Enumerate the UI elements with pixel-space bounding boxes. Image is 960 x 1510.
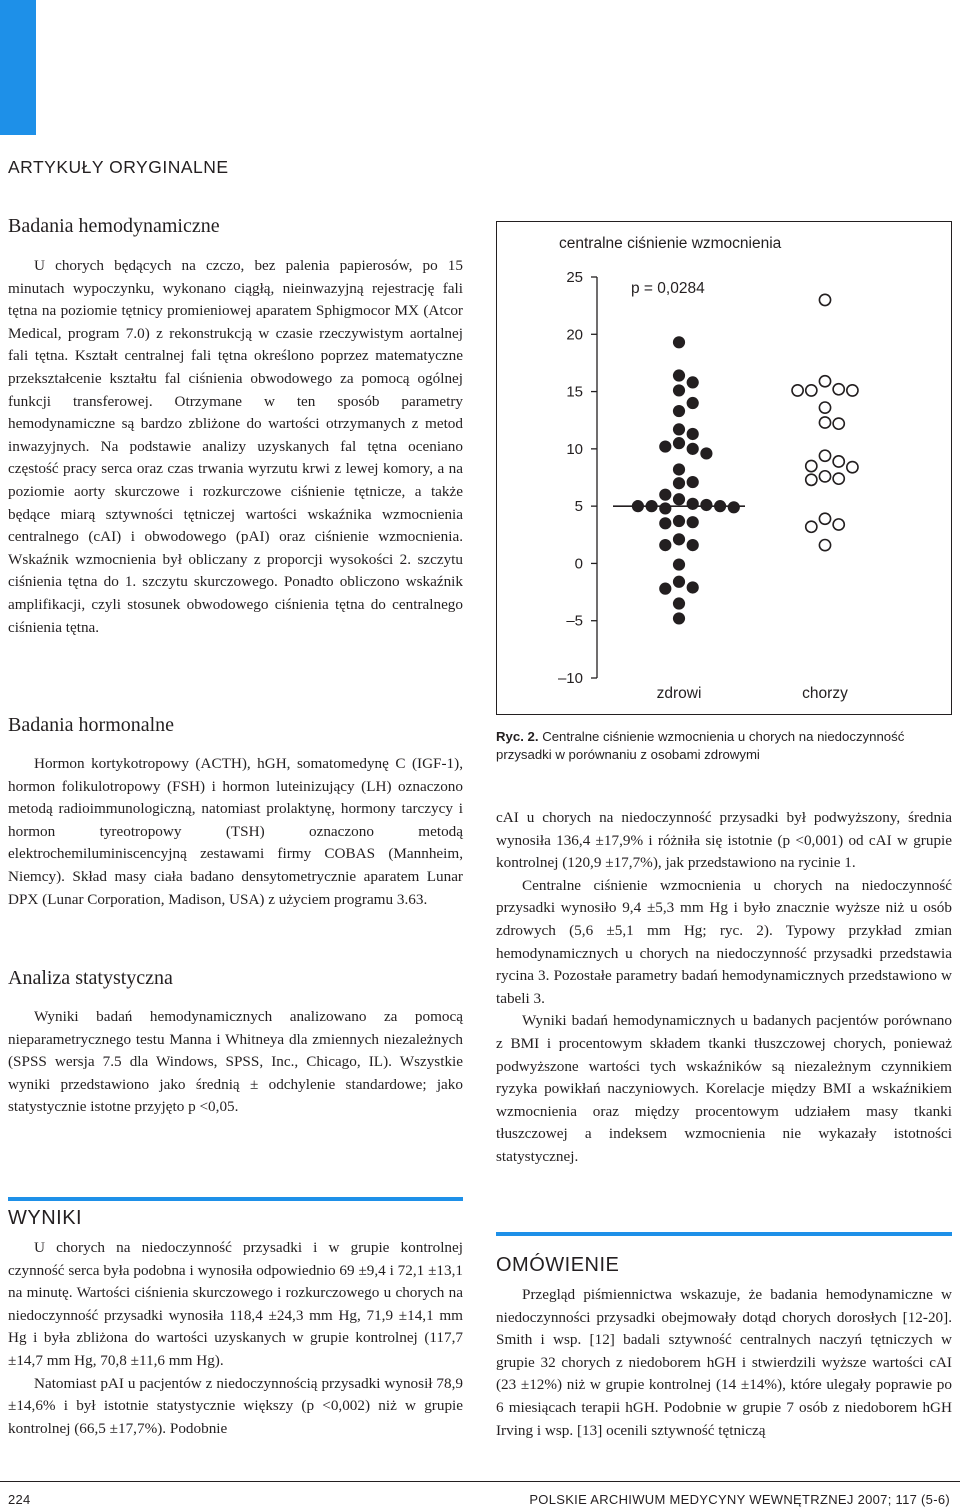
y-tick-label: 10 bbox=[566, 440, 583, 458]
data-point-zdrowi bbox=[687, 377, 698, 388]
y-tick-label: 15 bbox=[566, 383, 583, 401]
data-point-chorzy bbox=[833, 418, 844, 429]
data-point-zdrowi bbox=[673, 613, 684, 624]
heading-results: WYNIKI bbox=[8, 1207, 83, 1229]
data-point-chorzy bbox=[819, 513, 830, 524]
data-point-zdrowi bbox=[632, 501, 643, 512]
data-point-zdrowi bbox=[673, 559, 684, 570]
data-point-zdrowi bbox=[673, 534, 684, 545]
chart-canvas bbox=[497, 222, 951, 714]
data-point-chorzy bbox=[819, 539, 830, 550]
data-point-zdrowi bbox=[701, 499, 712, 510]
data-point-chorzy bbox=[833, 456, 844, 467]
data-point-chorzy bbox=[819, 376, 830, 387]
paragraph-results-left bbox=[8, 1237, 463, 1440]
paragraph-text: U chorych na niedoczynność przysadki i w grupie kontrolnej czynność serca była podobna i wynosiła odpowiednio 69 ±9,4 i 72,1 ±13,1 na minutę. Wartości ciśnienia skurczowego i rozkurczowego u chorych na niedoczynność przysadki wynosiła 118,4 ±24,3 mm Hg, 71,9 ±14,1 mm Hg i była zbliżona do wartości uzyskanych w grupie kontrolnej (117,7 ±14,7 mm Hg, 70,8 ±11,6 mm Hg). bbox=[8, 1239, 463, 1369]
section-label: ARTYKUŁY ORYGINALNE bbox=[8, 157, 229, 177]
footer-rule bbox=[0, 1481, 960, 1482]
data-point-zdrowi bbox=[660, 503, 671, 514]
data-point-zdrowi bbox=[687, 582, 698, 593]
section-rule bbox=[496, 1232, 952, 1236]
data-point-zdrowi bbox=[660, 518, 671, 529]
data-point-zdrowi bbox=[728, 502, 739, 513]
caption-text: Centralne ciśnienie wzmocnienia u chorych na niedoczynność przysadki w porównaniu z osobami zdrowymi bbox=[496, 729, 905, 762]
data-point-zdrowi bbox=[687, 498, 698, 509]
paragraph-text: Wyniki badań hemodynamicznych u badanych pacjentów porównano z BMI i procentowym składem tkanki tłuszczowej chorych, ponieważ podwyższone wartości tych wskaźników są niezależnym czynnikiem ryzyka powikłań naczyniowych. Korelacje między BMI a wskaźnikiem wzmocnienia oraz między procentowym udziałem masy tkanki tłuszczowej a indeksem wzmocnienia nie wykazały istotności statystycznej. bbox=[496, 1012, 952, 1165]
data-point-zdrowi bbox=[687, 428, 698, 439]
data-point-zdrowi bbox=[673, 464, 684, 475]
paragraph-text: Centralne ciśnienie wzmocnienia u chorych na niedoczynność przysadki wynosiło 9,4 ±5,3 mm Hg i było znacznie wyższe niż u osób zdrowych (5,6 ±5,1 mm Hg; ryc. 2). Typowy przykład zmian hemodynamicznych u chorych na niedoczynność przysadki przedstawia rycina 3. Pozostałe parametry badań hemodynamicznych przedstawiono w tabeli 3. bbox=[496, 876, 952, 1007]
data-point-zdrowi bbox=[673, 370, 684, 381]
data-point-chorzy bbox=[806, 474, 817, 485]
data-point-zdrowi bbox=[660, 489, 671, 500]
journal-name: POLSKIE ARCHIWUM MEDYCYNY WEWNĘTRZNEJ 2007; 117 (5-6) bbox=[529, 1492, 950, 1507]
data-point-zdrowi bbox=[673, 494, 684, 505]
data-point-chorzy bbox=[833, 519, 844, 530]
paragraph-text: Hormon kortykotropowy (ACTH), hGH, somatomedynę C (IGF-1), hormon folikulotropowy (FSH) i hormon luteinizujący (LH) oznaczono metodą radioimmunologiczną, natomiast prolaktynę, hormony tarczycy i hormon tyreotropowy (TSH) oznaczono metodą elektrochemiluminiscencyjną zestawami firmy COBAS (Mannheim, Niemcy). Skład masy ciała badano densytometrycznie aparatem Lunar DPX (Lunar Corporation, Madison, USA) z użyciem programu 3.63. bbox=[8, 755, 463, 908]
data-point-zdrowi bbox=[673, 438, 684, 449]
x-label-zdrowi: zdrowi bbox=[656, 685, 702, 702]
paragraph-text: cAI u chorych na niedoczynność przysadki był podwyższony, średnia wynosiła 136,4 ±17,9% i różniła się istotnie (p <0,001) od cAI w grupie kontrolnej (120,9 ±17,7%), jak przedstawiono na rycinie 1. bbox=[496, 809, 952, 872]
figure-frame bbox=[496, 221, 952, 715]
data-point-zdrowi bbox=[673, 598, 684, 609]
p-value-annotation: p = 0,0284 bbox=[631, 280, 705, 297]
x-label-chorzy: chorzy bbox=[802, 685, 848, 702]
data-point-zdrowi bbox=[701, 448, 712, 459]
data-point-zdrowi bbox=[673, 405, 684, 416]
data-point-zdrowi bbox=[660, 583, 671, 594]
paragraph-text: U chorych będących na czczo, bez palenia papierosów, po 15 minutach wypoczynku, wykonano ciągłą, nieinwazyjną rejestrację fali tętna na poziomie tętnicy promieniowej aparatem Sphigmocor MX (Atcor Medical, program 7.0) z rekonstrukcją w czasie rzeczywistym aortalnej fali tętna. Kształt centralnej fali tętna określono poprzez matematyczne przekształcenie kształtu fal ciśnienia obwodowego za pomocą ogólnej funkcji transferowej. Otrzymane w ten sposób parametry hemodynamiczne są bardzo zbliżone do wartości otrzymanych z metod inwazyjnych. Na podstawie analizy uzyskanych fal tętna oceniano częstość pracy serca oraz czas trwania wyrzutu krwi z lewej komory, a na poziomie aorty skurczowe i rozkurczowe ciśnienie tętnicze, a także będące miarą sztywności tętniczej wartości wskaźnika wzmocnienia centralnego (cAI) i obwodowego (pAI) oraz ciśnienie wzmocnienia. Wskaźnik wzmocnienia był obliczany z proporcji wysokości 2. szczytu ciśnienia tętna do 1. szczytu skurczowego. Ponadto obliczono wskaźnik amplifikacji, czyli stosunek obwodowego ciśnienia tętna do centralnego ciśnienia tętna. bbox=[8, 257, 463, 636]
data-point-zdrowi bbox=[687, 539, 698, 550]
data-point-chorzy bbox=[819, 294, 830, 305]
figure-caption bbox=[496, 728, 954, 764]
data-point-chorzy bbox=[806, 460, 817, 471]
paragraph-results-right bbox=[496, 807, 952, 1169]
data-point-zdrowi bbox=[687, 397, 698, 408]
data-point-zdrowi bbox=[673, 337, 684, 348]
section-rule bbox=[8, 1197, 463, 1201]
heading-discussion: OMÓWIENIE bbox=[496, 1254, 620, 1276]
paragraph-hormonal bbox=[8, 753, 463, 911]
data-point-zdrowi bbox=[687, 476, 698, 487]
y-tick-label: 25 bbox=[566, 269, 583, 286]
y-tick-label: –5 bbox=[566, 612, 583, 630]
data-point-chorzy bbox=[792, 385, 803, 396]
data-point-chorzy bbox=[833, 473, 844, 484]
data-point-zdrowi bbox=[673, 478, 684, 489]
data-point-chorzy bbox=[819, 450, 830, 461]
data-point-zdrowi bbox=[673, 515, 684, 526]
y-tick-label: 20 bbox=[566, 326, 583, 344]
chart-title: centralne ciśnienie wzmocnienia bbox=[559, 235, 782, 252]
paragraph-hemodynamic bbox=[8, 255, 463, 639]
header-color-bar bbox=[0, 0, 36, 135]
data-point-chorzy bbox=[819, 402, 830, 413]
data-point-zdrowi bbox=[715, 501, 726, 512]
data-point-zdrowi bbox=[673, 385, 684, 396]
data-point-chorzy bbox=[806, 521, 817, 532]
paragraph-statistics bbox=[8, 1006, 463, 1119]
data-point-zdrowi bbox=[646, 501, 657, 512]
data-point-zdrowi bbox=[660, 441, 671, 452]
data-point-zdrowi bbox=[673, 576, 684, 587]
y-tick-label: 0 bbox=[574, 555, 583, 573]
data-point-zdrowi bbox=[687, 517, 698, 528]
data-point-chorzy bbox=[819, 417, 830, 428]
page-number: 224 bbox=[8, 1492, 31, 1507]
data-point-zdrowi bbox=[660, 539, 671, 550]
paragraph-text: Wyniki badań hemodynamicznych analizowano za pomocą nieparametrycznego testu Manna i Whitneya dla zmiennych niezależnych (SPSS wersja 7.5 dla Windows, SPSS, Inc., Chicago, IL). Wszystkie wyniki przedstawiono jako średnią ± odchylenie standardowe; jako statystycznie istotne przyjęto p <0,05. bbox=[8, 1008, 463, 1116]
data-point-chorzy bbox=[847, 385, 858, 396]
heading-statistics: Analiza statystyczna bbox=[8, 967, 173, 989]
y-tick-label: 5 bbox=[574, 498, 583, 516]
y-tick-label: –10 bbox=[557, 670, 583, 687]
data-point-zdrowi bbox=[673, 424, 684, 435]
paragraph-text: Przegląd piśmiennictwa wskazuje, że badania hemodynamiczne w niedoczynności przysadki obejmowały dotąd chorych dorosłych [12-20]. Smith i wsp. [12] badali sztywność centralnych naczyń tętniczych w grupie 32 chorych z niedoborem hGH i stwierdzili wyższe wartości cAI (23 ±12%) niż w grupie kontrolnej (14 ±14%), które ulegały poprawie po 6 miesiącach terapii hGH. Podobnie w grupie 7 osób z niedoborem hGH Irving i wsp. [13] ocenili sztywność tętniczą bbox=[496, 1286, 952, 1439]
data-point-chorzy bbox=[819, 471, 830, 482]
data-point-chorzy bbox=[847, 462, 858, 473]
caption-label: Ryc. 2. bbox=[496, 729, 539, 744]
heading-hemodynamic: Badania hemodynamiczne bbox=[8, 215, 220, 237]
data-point-zdrowi bbox=[687, 443, 698, 454]
heading-hormonal: Badania hormonalne bbox=[8, 714, 175, 736]
paragraph-discussion bbox=[496, 1284, 952, 1442]
paragraph-text: Natomiast pAI u pacjentów z niedoczynnością przysadki wynosił 78,9 ±14,6% i był istotnie statystycznie większy (p <0,002) niż w grupie kontrolnej (66,5 ±17,7%). Podobnie bbox=[8, 1374, 463, 1437]
data-point-chorzy bbox=[833, 384, 844, 395]
data-point-chorzy bbox=[806, 385, 817, 396]
